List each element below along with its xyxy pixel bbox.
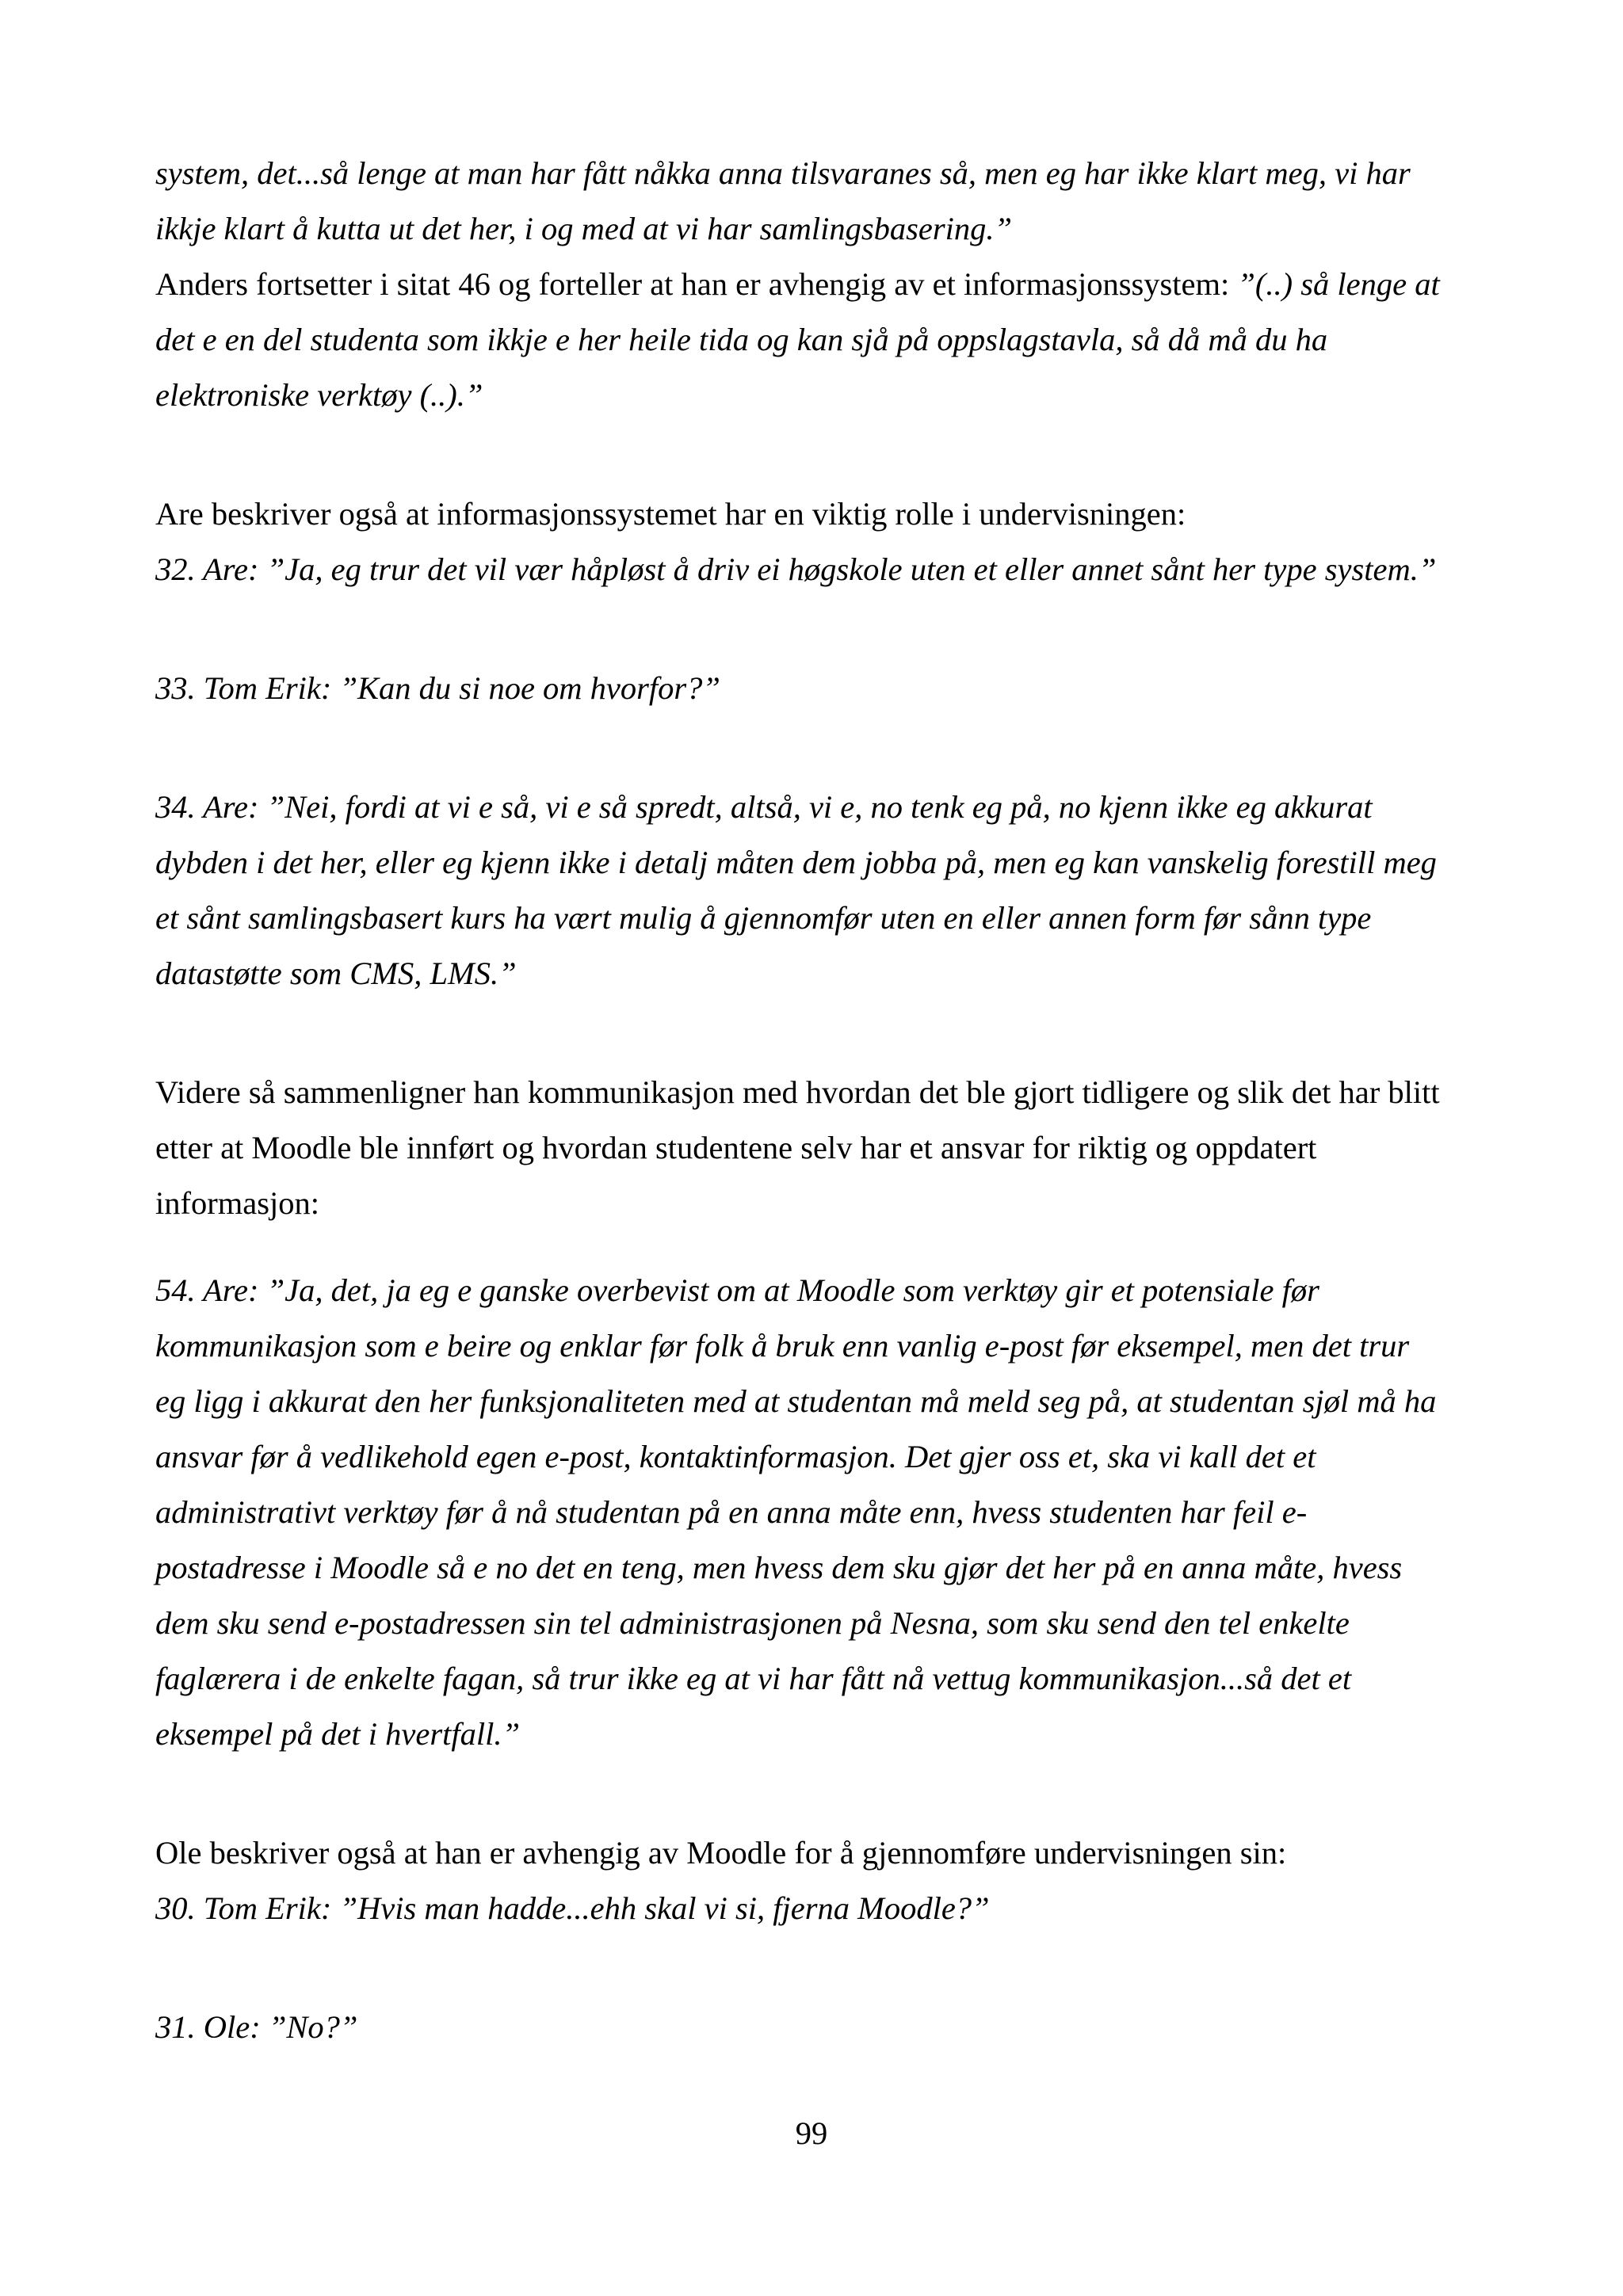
text-line: [155, 1493, 1307, 1532]
text-segment: ikkje klart å kutta ut det her, i og med at vi har samlingsbasering.”: [155, 211, 1013, 246]
text-line: [155, 1889, 990, 1928]
text-segment: etter at Moodle ble innført og hvordan studentene selv har et ansvar for riktig og oppdatert: [155, 1130, 1317, 1165]
text-line: [155, 1128, 1316, 1168]
text-segment: Ole beskriver også at han er avhengig av Moodle for å gjennomføre undervisningen sin:: [155, 1835, 1287, 1871]
text-segment: dem sku send e-postadressen sin tel administrasjonen på Nesna, som sku send den tel enkelte: [155, 1605, 1350, 1641]
text-line: [155, 1271, 1319, 1310]
text-segment: 33. Tom Erik: ”Kan du si noe om hvorfor?”: [155, 670, 720, 706]
text-line: [155, 494, 1186, 534]
text-line: [155, 1659, 1351, 1699]
text-segment: ansvar før å vedlikehold egen e-post, kontaktinformasjon. Det gjer oss et, ska vi kall det et: [155, 1439, 1316, 1474]
text-line: [155, 1833, 1286, 1873]
text-segment: informasjon:: [155, 1185, 319, 1221]
text-segment: system, det...så lenge at man har fått nåkka anna tilsvaranes så, men eg har ikke klart meg, vi har: [155, 155, 1411, 191]
text-segment: kommunikasjon som e beire og enklar før folk å bruk enn vanlig e-post før eksempel, men det trur: [155, 1328, 1410, 1363]
text-line: [155, 1548, 1402, 1588]
text-segment: 30. Tom Erik: ”Hvis man hadde...ehh skal vi si, fjerna Moodle?”: [155, 1890, 990, 1926]
text-segment: Are beskriver også at informasjonssystemet har en viktig rolle i undervisningen:: [155, 496, 1186, 532]
text-line: [155, 1073, 1440, 1112]
text-line: [155, 154, 1411, 193]
text-segment: et sånt samlingsbasert kurs ha vært mulig å gjennomfør uten en eller annen form før sånn type: [155, 900, 1372, 936]
text-segment: Videre så sammenligner han kommunikasjon med hvordan det ble gjort tidligere og slik det har blitt: [155, 1074, 1440, 1110]
text-segment: det e en del studenta som ikkje e her heile tida og kan sjå på oppslagstavla, så då må du ha: [155, 322, 1328, 357]
text-line: [155, 1184, 319, 1223]
text-segment: elektroniske verktøy (..).”: [155, 377, 483, 413]
text-segment: 34. Are: ”Nei, fordi at vi e så, vi e så spredt, altså, vi e, no tenk eg på, no kjenn ikke eg akkurat: [155, 789, 1373, 825]
text-line: [155, 1714, 520, 1754]
text-segment: datastøtte som CMS, LMS.”: [155, 955, 517, 991]
text-line: [155, 954, 517, 994]
text-line: [155, 265, 1440, 304]
text-line: [155, 788, 1373, 827]
text-line: [155, 376, 483, 415]
text-segment: dybden i det her, eller eg kjenn ikke i detalj måten dem jobba på, men eg kan vanskelig forestill meg: [155, 845, 1437, 880]
text-line: [155, 1604, 1350, 1643]
text-segment: 32. Are: ”Ja, eg trur det vil vær håpløst å driv ei høgskole uten et eller annet sånt her type system.”: [155, 551, 1437, 587]
text-line: [155, 1326, 1409, 1366]
page-number: 99: [795, 2115, 828, 2151]
text-segment: eg ligg i akkurat den her funksjonaliteten med at studentan må meld seg på, at studentan sjøl må ha: [155, 1383, 1437, 1419]
text-segment: 31. Ole: ”No?”: [155, 2009, 358, 2045]
text-segment: eksempel på det i hvertfall.”: [155, 1716, 521, 1752]
text-line: [155, 843, 1437, 883]
text-line: [155, 1382, 1436, 1421]
text-segment: Anders fortsetter i sitat 46 og forteller at han er avhengig av et informasjonssystem:: [155, 266, 1238, 302]
text-segment: postadresse i Moodle så e no det en teng, men hvess dem sku gjør det her på en anna måte, hvess: [155, 1550, 1403, 1585]
text-line: [155, 320, 1327, 360]
text-line: [155, 1437, 1316, 1477]
text-segment: faglærera i de enkelte fagan, så trur ikke eg at vi har fått nå vettug kommunikasjon...så det et: [155, 1661, 1352, 1696]
text-segment: administrativt verktøy før å nå studentan på en anna måte enn, hvess studenten har feil e-: [155, 1494, 1308, 1530]
text-line: [155, 898, 1371, 938]
text-segment: 54. Are: ”Ja, det, ja eg e ganske overbevist om at Moodle som verktøy gir et potensiale før: [155, 1272, 1319, 1308]
text-line: [155, 669, 720, 708]
text-line: [155, 2008, 357, 2047]
text-line: [155, 550, 1436, 589]
text-line: [155, 209, 1012, 249]
text-segment: ”(..) så lenge at: [1237, 266, 1440, 302]
